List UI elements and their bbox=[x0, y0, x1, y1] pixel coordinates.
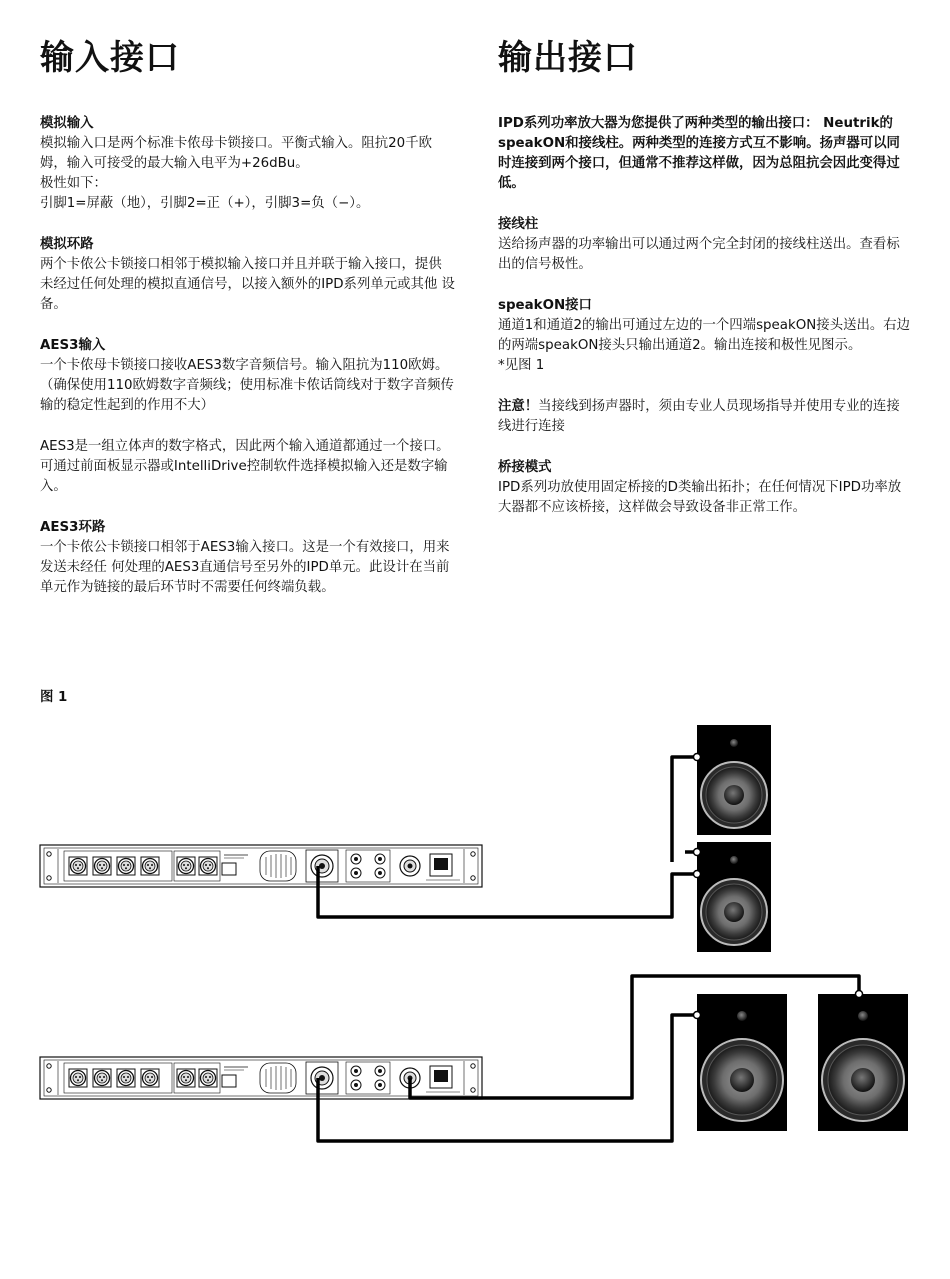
speaker-top-upper bbox=[697, 725, 771, 835]
text-binding-post: 送给扬声器的功率输出可以通过两个完全封闭的接线柱送出。查看标出的信号极性。 bbox=[498, 237, 900, 272]
text-polarity-label: 极性如下： bbox=[40, 176, 107, 191]
output-title: 输出接口 bbox=[498, 38, 638, 78]
input-title: 输入接口 bbox=[40, 38, 180, 78]
amp-unit-bottom bbox=[40, 1057, 482, 1099]
heading-binding-post: 接线柱 bbox=[498, 217, 539, 232]
text-output-intro: IPD系列功率放大器为您提供了两种类型的输出接口： Neutrik的speakON和接线柱。两种类型的连接方式互不影响。扬声器可以同时连接到两个接口，但通常不推荐这样做，因为总阻抗会因此变得过低。 bbox=[498, 116, 900, 191]
speaker-bottom-right bbox=[818, 994, 908, 1131]
text-aes3-loop: 一个卡侬公卡锁接口相邻于AES3输入接口。这是一个有效接口，用来发送未经任 何处理的AES3直通信号至另外的IPD单元。此设计在当前单元作为链接的最后环节时不需要任何终端负载。 bbox=[40, 540, 450, 595]
text-see-figure: *见图 1 bbox=[498, 358, 545, 373]
text-polarity-pins: 引脚1=屏蔽（地），引脚2=正（+），引脚3=负（−）。 bbox=[40, 196, 370, 211]
text-analog-loop: 两个卡侬公卡锁接口相邻于模拟输入接口并且并联于输入接口，提供 未经过任何处理的模拟直通信号，以接入额外的IPD系列单元或其他 设备。 bbox=[40, 257, 455, 312]
heading-aes3-loop: AES3环路 bbox=[40, 520, 106, 535]
figure-label: 图 1 bbox=[40, 690, 68, 705]
heading-aes3-input: AES3输入 bbox=[40, 338, 106, 353]
warning-label: 注意！ bbox=[498, 399, 539, 414]
speaker-top-lower bbox=[697, 842, 771, 952]
heading-analog-loop: 模拟环路 bbox=[40, 237, 94, 252]
amp-unit-top bbox=[40, 845, 482, 887]
heading-speakon: speakON接口 bbox=[498, 298, 592, 313]
text-speakon: 通道1和通道2的输出可通过左边的一个四端speakON接头送出。右边的两端speakON接头只输出通道2。输出连接和极性见图示。 bbox=[498, 318, 911, 353]
warning-body: 当接线到扬声器时，须由专业人员现场指导并使用专业的连接线进行连接 bbox=[498, 399, 900, 434]
speaker-bottom-left bbox=[697, 994, 787, 1131]
text-aes3-stereo: AES3是一组立体声的数字格式，因此两个输入通道都通过一个接口。 可通过前面板显示器或IntelliDrive控制软件选择模拟输入还是数字输入。 bbox=[40, 439, 450, 494]
cable-top-amp-to-speaker bbox=[318, 757, 697, 917]
text-bridge-mode: IPD系列功放使用固定桥接的D类输出拓扑；在任何情况下IPD功率放大器都不应该桥接，这样做会导致设备非正常工作。 bbox=[498, 480, 902, 515]
text-aes3-input: 一个卡侬母卡锁接口接收AES3数字音频信号。输入阻抗为110欧姆。（确保使用110欧姆数字音频线；使用标准卡侬话筒线对于数字音频传输的稳定性起到的作用不大） bbox=[40, 358, 454, 413]
heading-analog-input: 模拟输入 bbox=[40, 116, 94, 131]
heading-bridge-mode: 桥接模式 bbox=[498, 460, 552, 475]
text-analog-input: 模拟输入口是两个标准卡侬母卡锁接口。平衡式输入。阻抗20千欧姆，输入可接受的最大输入电平为+26dBu。 bbox=[40, 136, 432, 171]
